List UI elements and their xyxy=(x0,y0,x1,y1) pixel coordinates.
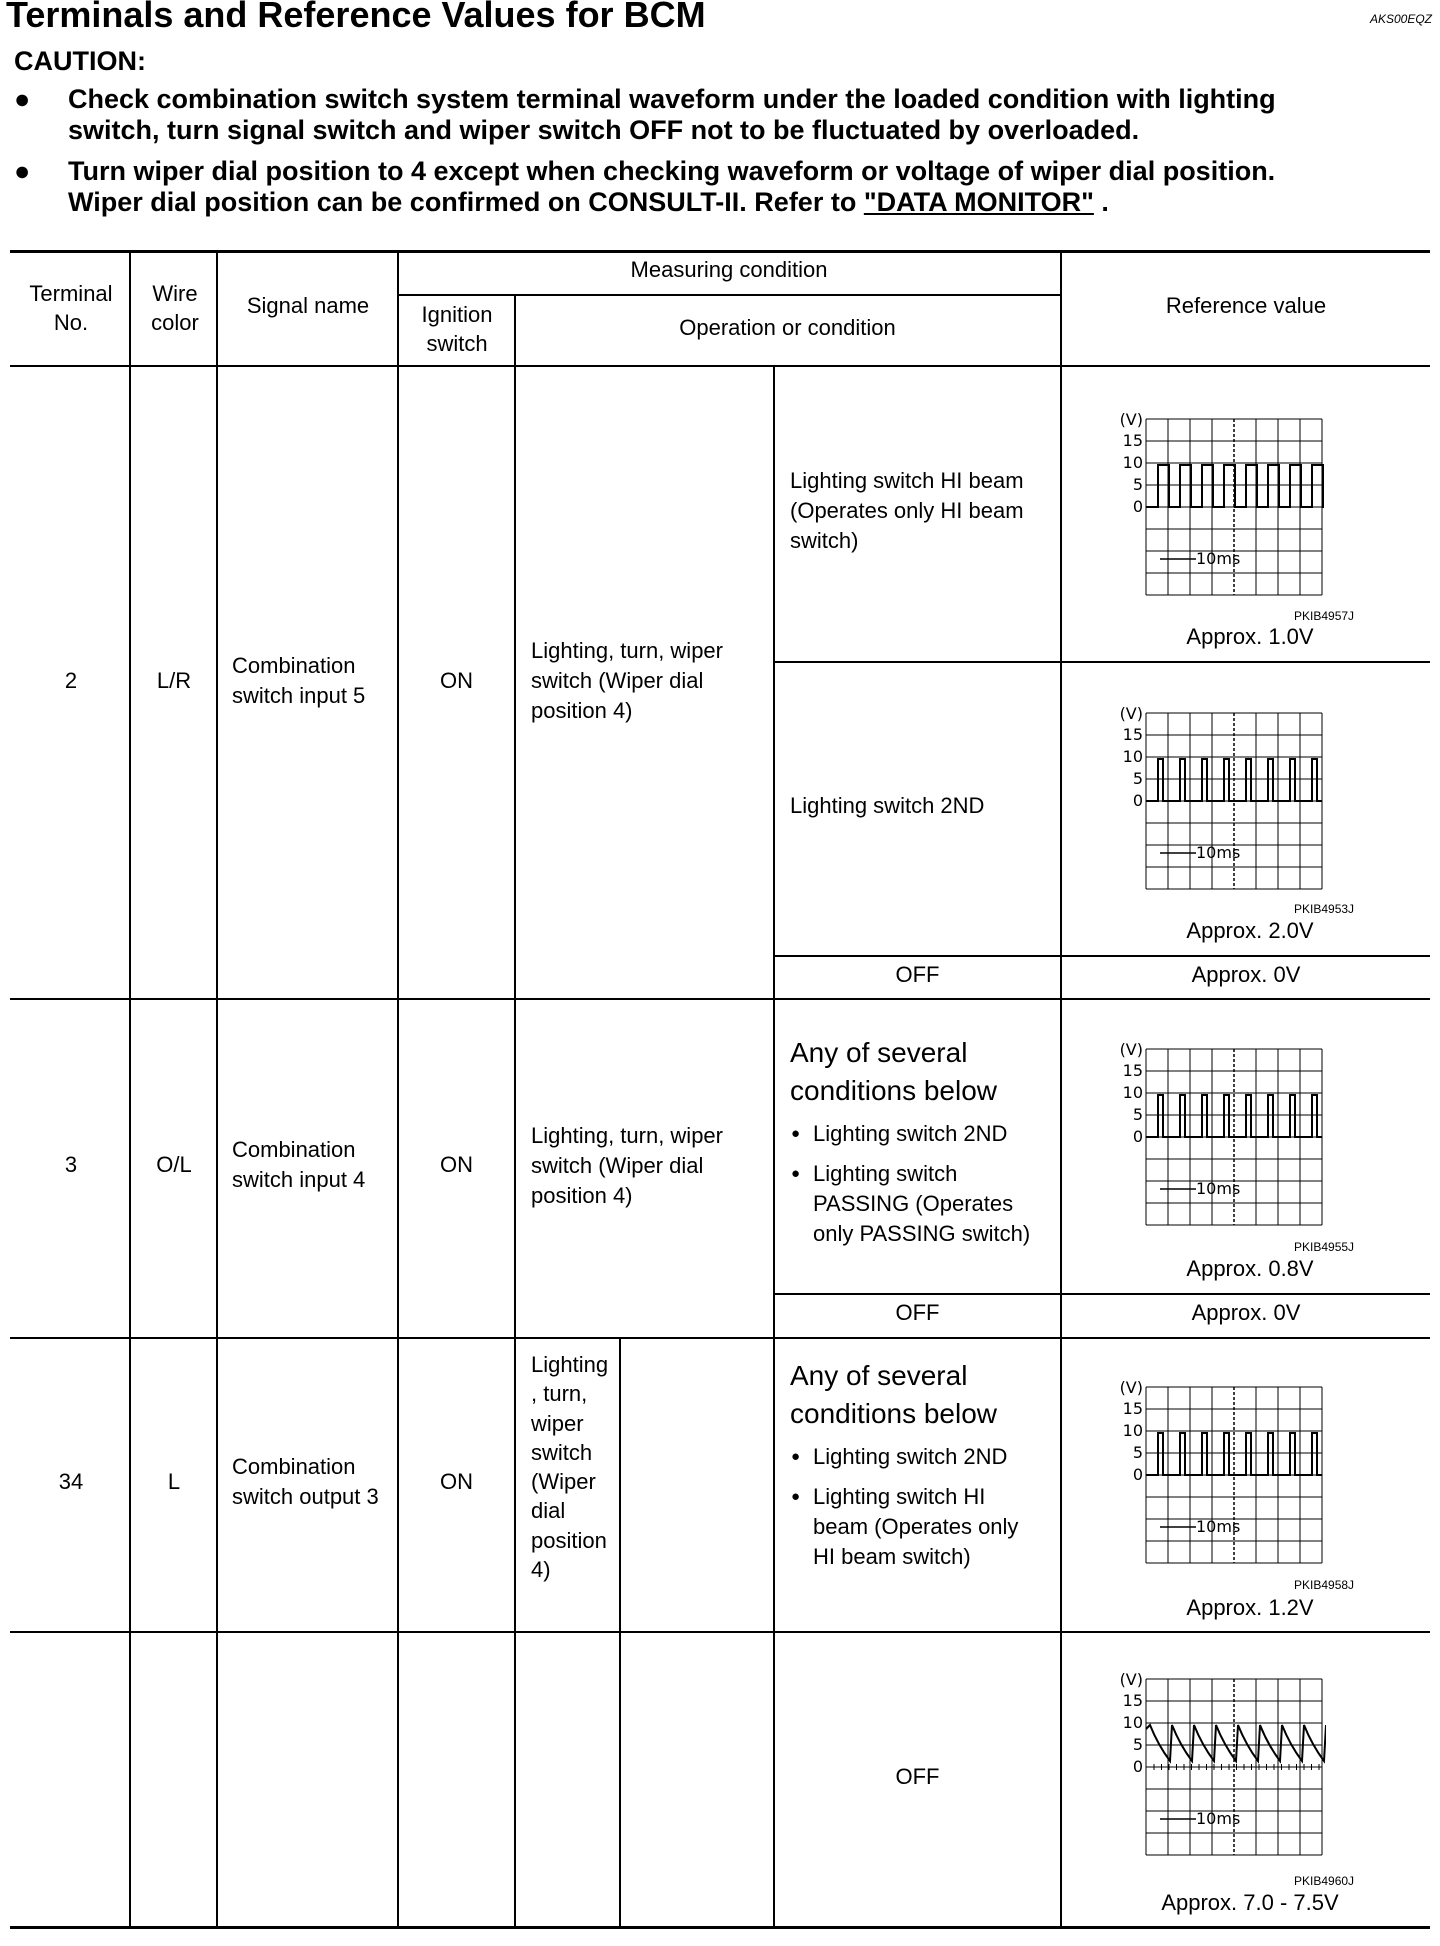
svg-text:(V): (V) xyxy=(1119,1040,1143,1059)
svg-text:(V): (V) xyxy=(1119,704,1143,723)
page-title: Terminals and Reference Values for BCM xyxy=(6,0,706,35)
svg-text:10: 10 xyxy=(1122,747,1143,766)
svg-text:15: 15 xyxy=(1122,1061,1143,1080)
svg-text:10ms: 10ms xyxy=(1196,1517,1241,1536)
reference-value: Approx. 0.8V xyxy=(1186,1256,1314,1281)
figure-code: PKIB4960J xyxy=(1294,1874,1355,1888)
condition-bullet: ● Lighting switch HI beam (Operates only HI beam switch) xyxy=(813,1482,1023,1572)
header-wire-color: Wire color xyxy=(151,281,199,335)
figure-code: PKIB4953J xyxy=(1294,902,1355,916)
svg-text:15: 15 xyxy=(1122,1399,1143,1418)
condition-off: OFF xyxy=(895,1300,940,1325)
svg-text:5: 5 xyxy=(1132,1105,1143,1124)
waveform-scope xyxy=(1110,1039,1326,1229)
svg-text:5: 5 xyxy=(1132,769,1143,788)
svg-text:0: 0 xyxy=(1132,497,1143,516)
svg-text:10ms: 10ms xyxy=(1196,549,1241,568)
svg-text:10ms: 10ms xyxy=(1196,1179,1241,1198)
bullet-dot-icon: ● xyxy=(14,156,31,186)
wire-color: O/L xyxy=(156,1152,192,1177)
header-measuring-condition: Measuring condition xyxy=(630,257,828,282)
reference-value: Approx. 7.0 - 7.5V xyxy=(1161,1890,1339,1915)
ignition-switch: ON xyxy=(440,668,473,693)
figure-code: PKIB4957J xyxy=(1294,609,1355,623)
condition-off: OFF xyxy=(895,962,940,987)
condition-2nd: Lighting switch 2ND xyxy=(790,793,985,818)
bullet-1-line-2: switch, turn signal switch and wiper switch OFF not to be fluctuated by overloaded. xyxy=(68,115,1140,145)
waveform-scope xyxy=(1110,409,1326,599)
svg-text:5: 5 xyxy=(1132,1443,1143,1462)
waveform-scope xyxy=(1110,1669,1326,1859)
bullet-1-line-1: Check combination switch system terminal waveform under the loaded condition with lighting xyxy=(68,84,1276,114)
reference-value: Approx. 1.2V xyxy=(1186,1595,1314,1620)
svg-text:10: 10 xyxy=(1122,1083,1143,1102)
condition-off: OFF xyxy=(895,1764,940,1789)
ignition-switch: ON xyxy=(440,1469,473,1494)
svg-text:5: 5 xyxy=(1132,1735,1143,1754)
svg-text:0: 0 xyxy=(1132,1465,1143,1484)
ignition-switch: ON xyxy=(440,1152,473,1177)
doc-code: AKS00EQZ xyxy=(1369,12,1432,26)
svg-text:(V): (V) xyxy=(1119,410,1143,429)
waveform-scope xyxy=(1110,703,1326,893)
svg-text:10: 10 xyxy=(1122,1421,1143,1440)
svg-text:0: 0 xyxy=(1132,1127,1143,1146)
signal-name: Combination switch input 5 xyxy=(232,653,366,708)
condition-bullet: ● Lighting switch 2ND xyxy=(813,1119,1058,1149)
svg-text:15: 15 xyxy=(1122,1691,1143,1710)
header-operation-condition: Operation or condition xyxy=(679,315,896,340)
wire-color: L xyxy=(167,1469,181,1494)
condition-bullet: ● Lighting switch 2ND xyxy=(813,1442,1058,1472)
svg-text:15: 15 xyxy=(1122,431,1143,450)
terminal-no: 2 xyxy=(64,668,78,693)
signal-name: Combination switch output 3 xyxy=(232,1454,379,1509)
waveform-scope xyxy=(1110,1377,1326,1567)
svg-text:(V): (V) xyxy=(1119,1378,1143,1397)
wire-color: L/R xyxy=(156,668,192,693)
reference-value-off: Approx. 0V xyxy=(1191,962,1301,987)
bullet-2-line-2: Wiper dial position can be confirmed on CONSULT-II. Refer to "DATA MONITOR" . xyxy=(68,187,1109,217)
header-terminal-no: Terminal No. xyxy=(29,281,113,335)
svg-text:0: 0 xyxy=(1132,1757,1143,1776)
operation-text: Lighting, turn, wiper switch (Wiper dial position 4) xyxy=(531,638,723,723)
svg-text:10ms: 10ms xyxy=(1196,1809,1241,1828)
data-monitor-link[interactable]: "DATA MONITOR" xyxy=(863,187,1094,217)
conditions-title: Any of several conditions below xyxy=(790,1360,998,1429)
condition-hi-beam: Lighting switch HI beam (Operates only HI beam switch) xyxy=(790,468,1024,553)
operation-text: Lighting, turn, wiper switch (Wiper dial position 4) xyxy=(531,1123,723,1208)
svg-text:0: 0 xyxy=(1132,791,1143,810)
reference-value: Approx. 2.0V xyxy=(1186,918,1314,943)
svg-text:10ms: 10ms xyxy=(1196,843,1241,862)
svg-text:5: 5 xyxy=(1132,475,1143,494)
figure-code: PKIB4958J xyxy=(1294,1578,1355,1592)
conditions-title: Any of several conditions below xyxy=(790,1037,998,1106)
svg-text:10: 10 xyxy=(1122,453,1143,472)
reference-value: Approx. 1.0V xyxy=(1186,624,1314,649)
terminal-no: 3 xyxy=(64,1152,78,1177)
svg-text:15: 15 xyxy=(1122,725,1143,744)
figure-code: PKIB4955J xyxy=(1294,1240,1355,1254)
bullet-2-line-1: Turn wiper dial position to 4 except when checking waveform or voltage of wiper dial position. xyxy=(68,156,1276,186)
header-signal-name: Signal name xyxy=(246,293,370,318)
caution-label: CAUTION: xyxy=(14,46,146,76)
header-ignition-switch: Ignition switch xyxy=(421,302,493,356)
operation-text: Lighting, turn, wiper switch (Wiper dial position 4) xyxy=(531,1352,609,1583)
signal-name: Combination switch input 4 xyxy=(232,1137,366,1192)
bullet-dot-icon: ● xyxy=(14,84,31,114)
reference-value-off: Approx. 0V xyxy=(1191,1300,1301,1325)
header-reference-value: Reference value xyxy=(1165,293,1327,318)
svg-text:(V): (V) xyxy=(1119,1670,1143,1689)
svg-text:10: 10 xyxy=(1122,1713,1143,1732)
terminal-no: 34 xyxy=(58,1469,84,1494)
condition-bullet: ● Lighting switch PASSING (Operates only PASSING switch) xyxy=(813,1159,1058,1249)
